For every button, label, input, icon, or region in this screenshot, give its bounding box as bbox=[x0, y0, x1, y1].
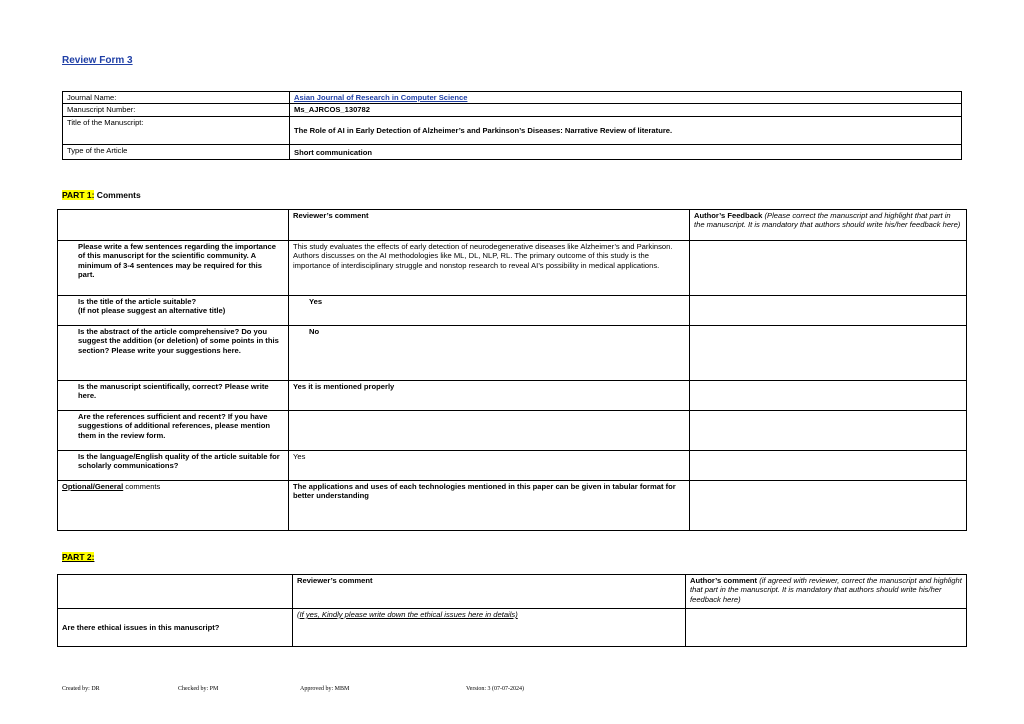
part1-author-header-note: (Please correct the manuscript and highlight that part in the manuscript. It is mandatory that authors should write his/her feedback here) bbox=[694, 211, 961, 230]
question-title-suitable: Is the title of the article suitable? (If not please suggest an alternative title) bbox=[58, 296, 289, 326]
feedback-title-suitable[interactable] bbox=[690, 296, 967, 326]
answer-ethical-issues[interactable]: (If yes, Kindly please write down the ethical issues here in details) bbox=[293, 609, 686, 647]
question-references: Are the references sufficient and recent? If you have suggestions of additional references, please mention them in the review form. bbox=[58, 411, 289, 451]
feedback-ethical-issues[interactable] bbox=[686, 609, 967, 647]
question-scientific: Is the manuscript scientifically, correct? Please write here. bbox=[58, 381, 289, 411]
answer-abstract[interactable]: No bbox=[289, 326, 690, 381]
table-row bbox=[58, 609, 967, 647]
part1-author-header bbox=[690, 210, 967, 241]
table-row bbox=[58, 481, 967, 531]
part2-author-header bbox=[686, 575, 967, 609]
feedback-references[interactable] bbox=[690, 411, 967, 451]
table-row bbox=[58, 381, 967, 411]
feedback-abstract[interactable] bbox=[690, 326, 967, 381]
part2-label bbox=[62, 552, 94, 562]
answer-scientific[interactable]: Yes it is mentioned properly bbox=[289, 381, 690, 411]
part1-author-header-bold: Author’s Feedback bbox=[694, 211, 763, 220]
question-importance: Please write a few sentences regarding the importance of this manuscript for the scientific community. A minimum of 3-4 sentences may be required for this part. bbox=[58, 241, 289, 296]
table-row bbox=[58, 241, 967, 296]
footer-checked-by: Checked by: PM bbox=[178, 686, 219, 692]
part2-author-header-note: (if agreed with reviewer, correct the manuscript and highlight that part in the manuscript. It is mandatory that authors should write his/her feedback here) bbox=[690, 576, 962, 604]
article-type-value: Short communication bbox=[290, 144, 962, 159]
manuscript-number-label: Manuscript Number: bbox=[63, 104, 290, 116]
table-row bbox=[58, 326, 967, 381]
manuscript-title-label: Title of the Manuscript: bbox=[63, 116, 290, 144]
form-title: Review Form 3 bbox=[62, 55, 133, 66]
footer-created-by: Created by: DR bbox=[62, 686, 100, 692]
footer-approved-by: Approved by: MBM bbox=[300, 686, 350, 692]
manuscript-info-table bbox=[62, 91, 962, 160]
question-ethical-issues: Are there ethical issues in this manuscript? bbox=[58, 609, 293, 647]
table-row bbox=[58, 451, 967, 481]
question-abstract: Is the abstract of the article comprehensive? Do you suggest the addition (or deletion) of some points in this section? Please write your suggestions here. bbox=[58, 326, 289, 381]
optional-comments-label bbox=[58, 481, 289, 531]
manuscript-title-value: The Role of AI in Early Detection of Alzheimer’s and Parkinson’s Diseases: Narrative Review of literature. bbox=[290, 116, 962, 144]
manuscript-number-value: Ms_AJRCOS_130782 bbox=[290, 104, 962, 116]
part2-reviewer-header: Reviewer’s comment bbox=[293, 575, 686, 609]
answer-optional-comments[interactable]: The applications and uses of each technologies mentioned in this paper can be given in tabular format for better understanding bbox=[289, 481, 690, 531]
feedback-language[interactable] bbox=[690, 451, 967, 481]
part1-reviewer-header: Reviewer’s comment bbox=[289, 210, 690, 241]
article-type-row bbox=[63, 144, 962, 159]
manuscript-title-row bbox=[63, 116, 962, 144]
part1-label-rest: Comments bbox=[94, 190, 141, 200]
feedback-scientific[interactable] bbox=[690, 381, 967, 411]
part2-author-header-bold: Author’s comment bbox=[690, 576, 758, 585]
table-row bbox=[58, 411, 967, 451]
footer-version: Version: 3 (07-07-2024) bbox=[466, 686, 524, 692]
part2-header-row bbox=[58, 575, 967, 609]
answer-title-suitable[interactable]: Yes bbox=[289, 296, 690, 326]
journal-name-row bbox=[63, 92, 962, 104]
part1-header-empty bbox=[58, 210, 289, 241]
part2-table bbox=[57, 574, 967, 647]
optional-comments-label-rest: comments bbox=[123, 482, 161, 491]
part1-table bbox=[57, 209, 967, 531]
answer-references[interactable] bbox=[289, 411, 690, 451]
answer-language[interactable]: Yes bbox=[289, 451, 690, 481]
question-language: Is the language/English quality of the article suitable for scholarly communications? bbox=[58, 451, 289, 481]
manuscript-number-row bbox=[63, 104, 962, 116]
feedback-importance[interactable] bbox=[690, 241, 967, 296]
answer-importance[interactable]: This study evaluates the effects of early detection of neurodegenerative diseases like Alzheimer’s and Parkinson. Authors discusses on the AI methodologies like ML, DL, NLP, RL. The primary outcome of this study is the importance of interdisciplinary struggle and nonstop research to reveal AI’s possibility in medical applications. bbox=[289, 241, 690, 296]
journal-name-value[interactable]: Asian Journal of Research in Computer Science bbox=[290, 92, 962, 104]
part2-header-empty bbox=[58, 575, 293, 609]
part1-header-row bbox=[58, 210, 967, 241]
part1-label bbox=[62, 190, 141, 200]
article-type-label: Type of the Article bbox=[63, 144, 290, 159]
feedback-optional-comments[interactable] bbox=[690, 481, 967, 531]
journal-name-label: Journal Name: bbox=[63, 92, 290, 104]
table-row bbox=[58, 296, 967, 326]
part1-label-highlight: PART 1: bbox=[62, 190, 95, 200]
optional-comments-label-underlined: Optional/General bbox=[62, 482, 124, 491]
part2-label-highlight: PART 2: bbox=[62, 552, 95, 562]
